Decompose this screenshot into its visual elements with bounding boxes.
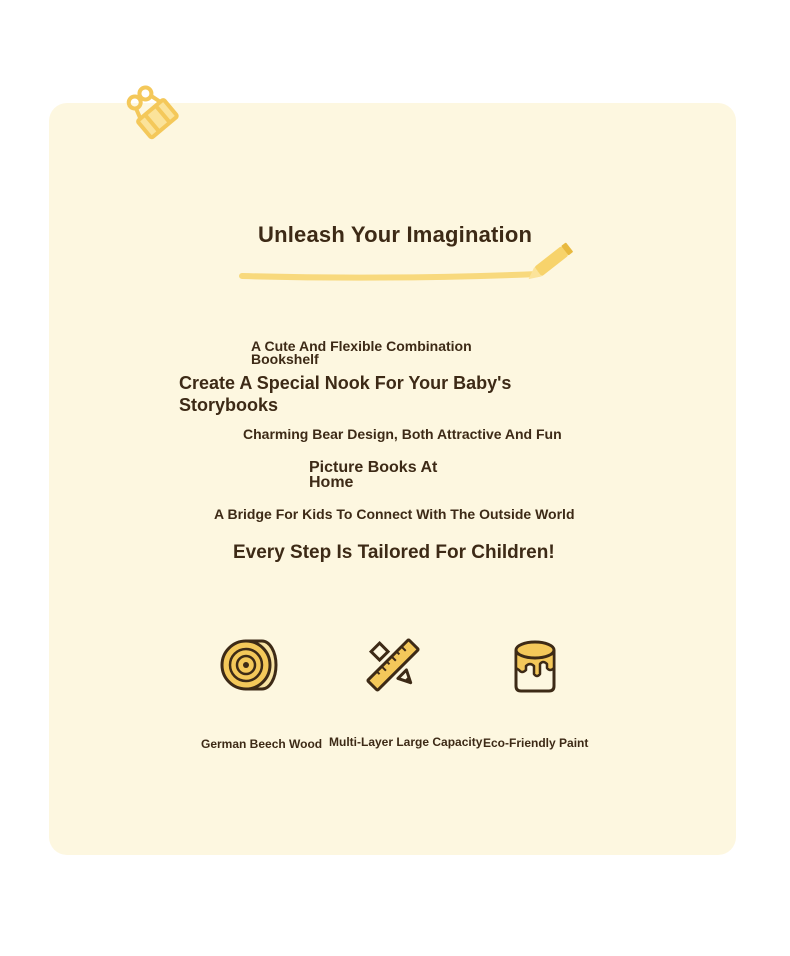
tagline-children: Every Step Is Tailored For Children! [233, 542, 555, 563]
paint-bucket-icon [512, 638, 558, 694]
page-title: Unleash Your Imagination [258, 222, 533, 247]
ruler-pencil-icon [364, 638, 422, 692]
headline-nook: Create A Special Nook For Your Baby's Storybooks [179, 373, 512, 415]
text-bridge: A Bridge For Kids To Connect With The Outside World [214, 506, 575, 522]
feature-label-wood: German Beech Wood [201, 737, 323, 751]
wood-log-icon [218, 638, 278, 692]
pencil-underline-icon [238, 236, 580, 284]
text-picture-books: Picture Books At Home [309, 459, 438, 491]
feature-label-capacity: Multi-Layer Large Capacity [329, 735, 483, 749]
binder-clip-icon [120, 80, 182, 142]
subtitle-bookshelf: A Cute And Flexible Combination Bookshelf [251, 338, 472, 367]
feature-label-paint: Eco-Friendly Paint [483, 736, 589, 750]
text-bear-design: Charming Bear Design, Both Attractive And Fun [243, 426, 562, 442]
